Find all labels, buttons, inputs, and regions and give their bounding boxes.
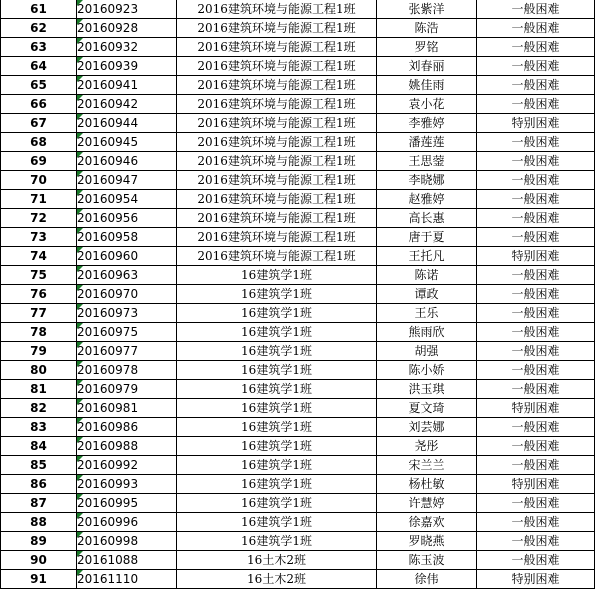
row-index-cell[interactable]: 76 bbox=[1, 285, 77, 304]
student-name-cell[interactable]: 陈诺 bbox=[377, 266, 477, 285]
cell-error-marker-icon bbox=[77, 532, 83, 538]
difficulty-level-cell[interactable]: 一般困难 bbox=[477, 456, 595, 475]
class-cell[interactable]: 16建筑学1班 bbox=[177, 475, 377, 494]
table-row bbox=[1, 171, 595, 190]
student-name-cell[interactable]: 徐伟 bbox=[377, 570, 477, 589]
student-name-cell[interactable]: 夏文琦 bbox=[377, 399, 477, 418]
difficulty-level-cell[interactable]: 一般困难 bbox=[477, 361, 595, 380]
cell-error-marker-icon bbox=[77, 190, 83, 196]
student-id-text: 20160963 bbox=[77, 268, 139, 282]
difficulty-level-cell[interactable]: 一般困难 bbox=[477, 494, 595, 513]
table-row bbox=[1, 513, 595, 532]
student-id-cell[interactable] bbox=[77, 475, 177, 494]
student-id-cell[interactable] bbox=[77, 19, 177, 38]
table-row bbox=[1, 266, 595, 285]
row-index-cell[interactable]: 72 bbox=[1, 209, 77, 228]
student-name-cell[interactable]: 罗铭 bbox=[377, 38, 477, 57]
table-row bbox=[1, 494, 595, 513]
cell-error-marker-icon bbox=[77, 228, 83, 234]
row-index-cell[interactable]: 73 bbox=[1, 228, 77, 247]
difficulty-level-cell[interactable]: 一般困难 bbox=[477, 266, 595, 285]
cell-error-marker-icon bbox=[77, 456, 83, 462]
cell-error-marker-icon bbox=[77, 114, 83, 120]
student-id-cell[interactable] bbox=[77, 380, 177, 399]
student-name-cell[interactable]: 唐于夏 bbox=[377, 228, 477, 247]
class-cell[interactable]: 2016建筑环境与能源工程1班 bbox=[177, 114, 377, 133]
class-cell[interactable]: 16建筑学1班 bbox=[177, 285, 377, 304]
student-name-cell[interactable]: 袁小花 bbox=[377, 95, 477, 114]
class-cell[interactable]: 16建筑学1班 bbox=[177, 513, 377, 532]
student-id-text: 20160986 bbox=[77, 420, 139, 434]
difficulty-level-cell[interactable]: 一般困难 bbox=[477, 513, 595, 532]
cell-error-marker-icon bbox=[77, 38, 83, 44]
table-row bbox=[1, 285, 595, 304]
student-id-cell[interactable] bbox=[77, 57, 177, 76]
table-row bbox=[1, 551, 595, 570]
student-id-text: 20160977 bbox=[77, 344, 139, 358]
student-id-text: 20160960 bbox=[77, 249, 139, 263]
difficulty-level-cell[interactable]: 一般困难 bbox=[477, 380, 595, 399]
row-index-cell[interactable]: 80 bbox=[1, 361, 77, 380]
cell-error-marker-icon bbox=[77, 247, 83, 253]
table-row bbox=[1, 247, 595, 266]
difficulty-level-cell[interactable]: 一般困难 bbox=[477, 342, 595, 361]
table-row bbox=[1, 418, 595, 437]
class-cell[interactable]: 16土木2班 bbox=[177, 570, 377, 589]
cell-error-marker-icon bbox=[77, 361, 83, 367]
cell-error-marker-icon bbox=[77, 209, 83, 215]
class-cell[interactable]: 2016建筑环境与能源工程1班 bbox=[177, 38, 377, 57]
table-row bbox=[1, 361, 595, 380]
student-id-cell[interactable] bbox=[77, 399, 177, 418]
student-id-cell[interactable] bbox=[77, 551, 177, 570]
table-row bbox=[1, 475, 595, 494]
difficulty-level-cell[interactable]: 一般困难 bbox=[477, 285, 595, 304]
student-name-cell[interactable]: 高长惠 bbox=[377, 209, 477, 228]
row-index-cell[interactable]: 84 bbox=[1, 437, 77, 456]
cell-error-marker-icon bbox=[77, 323, 83, 329]
class-cell[interactable]: 2016建筑环境与能源工程1班 bbox=[177, 152, 377, 171]
student-id-cell[interactable] bbox=[77, 0, 177, 19]
row-index-cell[interactable]: 78 bbox=[1, 323, 77, 342]
row-index-cell[interactable]: 74 bbox=[1, 247, 77, 266]
student-id-text: 20160947 bbox=[77, 173, 139, 187]
student-name-cell[interactable]: 刘春丽 bbox=[377, 57, 477, 76]
student-id-text: 20160995 bbox=[77, 496, 139, 510]
cell-error-marker-icon bbox=[77, 475, 83, 481]
difficulty-level-cell[interactable]: 一般困难 bbox=[477, 437, 595, 456]
class-cell[interactable]: 16土木2班 bbox=[177, 551, 377, 570]
student-id-text: 20160941 bbox=[77, 78, 139, 92]
row-index-cell[interactable]: 79 bbox=[1, 342, 77, 361]
student-name-cell[interactable]: 张紫洋 bbox=[377, 0, 477, 19]
cell-error-marker-icon bbox=[77, 133, 83, 139]
student-id-cell[interactable] bbox=[77, 285, 177, 304]
class-cell[interactable]: 2016建筑环境与能源工程1班 bbox=[177, 247, 377, 266]
class-cell[interactable]: 2016建筑环境与能源工程1班 bbox=[177, 209, 377, 228]
row-index-cell[interactable]: 86 bbox=[1, 475, 77, 494]
difficulty-level-cell[interactable]: 一般困难 bbox=[477, 209, 595, 228]
student-id-cell[interactable] bbox=[77, 323, 177, 342]
class-cell[interactable]: 16建筑学1班 bbox=[177, 494, 377, 513]
student-id-cell[interactable] bbox=[77, 133, 177, 152]
student-id-text: 20161110 bbox=[77, 572, 139, 586]
difficulty-level-cell[interactable]: 一般困难 bbox=[477, 171, 595, 190]
table-row bbox=[1, 95, 595, 114]
cell-error-marker-icon bbox=[77, 342, 83, 348]
row-index-cell[interactable]: 83 bbox=[1, 418, 77, 437]
student-name-cell[interactable]: 姚佳雨 bbox=[377, 76, 477, 95]
table-row bbox=[1, 76, 595, 95]
difficulty-level-cell[interactable]: 一般困难 bbox=[477, 0, 595, 19]
row-index-cell[interactable]: 91 bbox=[1, 570, 77, 589]
student-id-cell[interactable] bbox=[77, 418, 177, 437]
difficulty-level-cell[interactable]: 一般困难 bbox=[477, 38, 595, 57]
difficulty-level-cell[interactable]: 一般困难 bbox=[477, 304, 595, 323]
class-cell[interactable]: 2016建筑环境与能源工程1班 bbox=[177, 190, 377, 209]
row-index-cell[interactable]: 62 bbox=[1, 19, 77, 38]
table-body bbox=[1, 0, 595, 589]
class-cell[interactable]: 2016建筑环境与能源工程1班 bbox=[177, 19, 377, 38]
difficulty-level-cell[interactable]: 一般困难 bbox=[477, 532, 595, 551]
table-row bbox=[1, 399, 595, 418]
cell-error-marker-icon bbox=[77, 171, 83, 177]
student-id-text: 20160981 bbox=[77, 401, 139, 415]
student-id-cell[interactable] bbox=[77, 361, 177, 380]
student-name-cell[interactable]: 杨杜敏 bbox=[377, 475, 477, 494]
student-id-text: 20160923 bbox=[77, 2, 139, 16]
cell-error-marker-icon bbox=[77, 76, 83, 82]
difficulty-level-cell[interactable]: 一般困难 bbox=[477, 19, 595, 38]
student-name-cell[interactable]: 王乐 bbox=[377, 304, 477, 323]
row-index-cell[interactable]: 67 bbox=[1, 114, 77, 133]
table-row bbox=[1, 304, 595, 323]
student-id-cell[interactable] bbox=[77, 114, 177, 133]
row-index-cell[interactable]: 82 bbox=[1, 399, 77, 418]
student-name-cell[interactable]: 潘莲莲 bbox=[377, 133, 477, 152]
cell-error-marker-icon bbox=[77, 152, 83, 158]
student-name-cell[interactable]: 许慧婷 bbox=[377, 494, 477, 513]
student-id-cell[interactable] bbox=[77, 228, 177, 247]
student-name-cell[interactable]: 陈玉波 bbox=[377, 551, 477, 570]
student-id-cell[interactable] bbox=[77, 76, 177, 95]
row-index-cell[interactable]: 66 bbox=[1, 95, 77, 114]
student-id-text: 20160975 bbox=[77, 325, 139, 339]
class-cell[interactable]: 16建筑学1班 bbox=[177, 342, 377, 361]
difficulty-level-cell[interactable]: 特别困难 bbox=[477, 114, 595, 133]
student-name-cell[interactable]: 谭政 bbox=[377, 285, 477, 304]
row-index-cell[interactable]: 70 bbox=[1, 171, 77, 190]
difficulty-level-cell[interactable]: 特别困难 bbox=[477, 399, 595, 418]
row-index-cell[interactable]: 81 bbox=[1, 380, 77, 399]
difficulty-level-cell[interactable]: 特别困难 bbox=[477, 475, 595, 494]
student-name-cell[interactable]: 尧彤 bbox=[377, 437, 477, 456]
table-row bbox=[1, 152, 595, 171]
student-id-cell[interactable] bbox=[77, 247, 177, 266]
student-id-cell[interactable] bbox=[77, 152, 177, 171]
student-id-text: 20160944 bbox=[77, 116, 139, 130]
difficulty-level-cell[interactable]: 一般困难 bbox=[477, 323, 595, 342]
table-row bbox=[1, 57, 595, 76]
student-id-cell[interactable] bbox=[77, 266, 177, 285]
table-row bbox=[1, 38, 595, 57]
cell-error-marker-icon bbox=[77, 418, 83, 424]
cell-error-marker-icon bbox=[77, 95, 83, 101]
student-id-cell[interactable] bbox=[77, 494, 177, 513]
student-id-text: 20160958 bbox=[77, 230, 139, 244]
table-row bbox=[1, 456, 595, 475]
student-name-cell[interactable]: 徐嘉欢 bbox=[377, 513, 477, 532]
row-index-cell[interactable]: 88 bbox=[1, 513, 77, 532]
student-name-cell[interactable]: 李雅婷 bbox=[377, 114, 477, 133]
student-id-text: 20160988 bbox=[77, 439, 139, 453]
table-row bbox=[1, 342, 595, 361]
student-id-cell[interactable] bbox=[77, 38, 177, 57]
table-row bbox=[1, 114, 595, 133]
student-id-text: 20160992 bbox=[77, 458, 139, 472]
cell-error-marker-icon bbox=[77, 570, 83, 576]
class-cell[interactable]: 2016建筑环境与能源工程1班 bbox=[177, 95, 377, 114]
student-id-text: 20160945 bbox=[77, 135, 139, 149]
student-id-cell[interactable] bbox=[77, 532, 177, 551]
student-id-text: 20160954 bbox=[77, 192, 139, 206]
student-name-cell[interactable]: 赵雅婷 bbox=[377, 190, 477, 209]
class-cell[interactable]: 2016建筑环境与能源工程1班 bbox=[177, 0, 377, 19]
student-id-text: 20161088 bbox=[77, 553, 139, 567]
difficulty-level-cell[interactable]: 一般困难 bbox=[477, 76, 595, 95]
class-cell[interactable]: 2016建筑环境与能源工程1班 bbox=[177, 133, 377, 152]
row-index-cell[interactable]: 87 bbox=[1, 494, 77, 513]
difficulty-level-cell[interactable]: 特别困难 bbox=[477, 247, 595, 266]
difficulty-level-cell[interactable]: 一般困难 bbox=[477, 152, 595, 171]
student-id-cell[interactable] bbox=[77, 209, 177, 228]
table-row bbox=[1, 0, 595, 19]
difficulty-level-cell[interactable]: 一般困难 bbox=[477, 133, 595, 152]
cell-error-marker-icon bbox=[77, 304, 83, 310]
table-row bbox=[1, 209, 595, 228]
student-id-cell[interactable] bbox=[77, 570, 177, 589]
student-name-cell[interactable]: 洪玉琪 bbox=[377, 380, 477, 399]
cell-error-marker-icon bbox=[77, 266, 83, 272]
table-row bbox=[1, 570, 595, 589]
student-name-cell[interactable]: 李晓娜 bbox=[377, 171, 477, 190]
student-id-text: 20160939 bbox=[77, 59, 139, 73]
row-index-cell[interactable]: 90 bbox=[1, 551, 77, 570]
cell-error-marker-icon bbox=[77, 399, 83, 405]
class-cell[interactable]: 16建筑学1班 bbox=[177, 266, 377, 285]
difficulty-level-cell[interactable]: 一般困难 bbox=[477, 418, 595, 437]
student-id-text: 20160928 bbox=[77, 21, 139, 35]
student-name-cell[interactable]: 罗晓燕 bbox=[377, 532, 477, 551]
table-row bbox=[1, 323, 595, 342]
class-cell[interactable]: 16建筑学1班 bbox=[177, 399, 377, 418]
student-name-cell[interactable]: 胡强 bbox=[377, 342, 477, 361]
table-row bbox=[1, 437, 595, 456]
student-name-cell[interactable]: 熊雨欣 bbox=[377, 323, 477, 342]
class-cell[interactable]: 16建筑学1班 bbox=[177, 304, 377, 323]
difficulty-level-cell[interactable]: 一般困难 bbox=[477, 190, 595, 209]
student-id-text: 20160978 bbox=[77, 363, 139, 377]
class-cell[interactable]: 16建筑学1班 bbox=[177, 380, 377, 399]
student-id-cell[interactable] bbox=[77, 95, 177, 114]
student-id-cell[interactable] bbox=[77, 171, 177, 190]
student-id-cell[interactable] bbox=[77, 456, 177, 475]
table-row bbox=[1, 190, 595, 209]
class-cell[interactable]: 2016建筑环境与能源工程1班 bbox=[177, 57, 377, 76]
cell-error-marker-icon bbox=[77, 513, 83, 519]
student-id-cell[interactable] bbox=[77, 513, 177, 532]
cell-error-marker-icon bbox=[77, 19, 83, 25]
table-row bbox=[1, 532, 595, 551]
cell-error-marker-icon bbox=[77, 380, 83, 386]
class-cell[interactable]: 2016建筑环境与能源工程1班 bbox=[177, 228, 377, 247]
cell-error-marker-icon bbox=[77, 0, 83, 6]
row-index-cell[interactable]: 65 bbox=[1, 76, 77, 95]
class-cell[interactable]: 16建筑学1班 bbox=[177, 323, 377, 342]
class-cell[interactable]: 16建筑学1班 bbox=[177, 418, 377, 437]
student-name-cell[interactable]: 王托凡 bbox=[377, 247, 477, 266]
difficulty-level-cell[interactable]: 一般困难 bbox=[477, 95, 595, 114]
class-cell[interactable]: 16建筑学1班 bbox=[177, 361, 377, 380]
row-index-cell[interactable]: 75 bbox=[1, 266, 77, 285]
student-id-text: 20160998 bbox=[77, 534, 139, 548]
student-id-text: 20160979 bbox=[77, 382, 139, 396]
class-cell[interactable]: 2016建筑环境与能源工程1班 bbox=[177, 171, 377, 190]
student-id-cell[interactable] bbox=[77, 342, 177, 361]
student-name-cell[interactable]: 刘芸娜 bbox=[377, 418, 477, 437]
row-index-cell[interactable]: 64 bbox=[1, 57, 77, 76]
cell-error-marker-icon bbox=[77, 551, 83, 557]
student-id-cell[interactable] bbox=[77, 190, 177, 209]
row-index-cell[interactable]: 89 bbox=[1, 532, 77, 551]
student-id-text: 20160993 bbox=[77, 477, 139, 491]
row-index-cell[interactable]: 63 bbox=[1, 38, 77, 57]
student-id-text: 20160973 bbox=[77, 306, 139, 320]
student-id-text: 20160956 bbox=[77, 211, 139, 225]
table-row bbox=[1, 380, 595, 399]
student-id-text: 20160942 bbox=[77, 97, 139, 111]
student-name-cell[interactable]: 宋兰兰 bbox=[377, 456, 477, 475]
class-cell[interactable]: 2016建筑环境与能源工程1班 bbox=[177, 76, 377, 95]
student-name-cell[interactable]: 陈小娇 bbox=[377, 361, 477, 380]
row-index-cell[interactable]: 85 bbox=[1, 456, 77, 475]
student-id-text: 20160946 bbox=[77, 154, 139, 168]
student-name-cell[interactable]: 王思蓥 bbox=[377, 152, 477, 171]
row-index-cell[interactable]: 77 bbox=[1, 304, 77, 323]
student-name-cell[interactable]: 陈浩 bbox=[377, 19, 477, 38]
cell-error-marker-icon bbox=[77, 494, 83, 500]
student-id-text: 20160996 bbox=[77, 515, 139, 529]
class-cell[interactable]: 16建筑学1班 bbox=[177, 456, 377, 475]
student-id-text: 20160970 bbox=[77, 287, 139, 301]
cell-error-marker-icon bbox=[77, 437, 83, 443]
cell-error-marker-icon bbox=[77, 57, 83, 63]
row-index-cell[interactable]: 61 bbox=[1, 0, 77, 19]
student-id-text: 20160932 bbox=[77, 40, 139, 54]
student-id-cell[interactable] bbox=[77, 304, 177, 323]
student-id-cell[interactable] bbox=[77, 437, 177, 456]
class-cell[interactable]: 16建筑学1班 bbox=[177, 437, 377, 456]
difficulty-level-cell[interactable]: 特别困难 bbox=[477, 570, 595, 589]
table-row bbox=[1, 228, 595, 247]
table-row bbox=[1, 133, 595, 152]
class-cell[interactable]: 16建筑学1班 bbox=[177, 532, 377, 551]
difficulty-level-cell[interactable]: 一般困难 bbox=[477, 228, 595, 247]
difficulty-level-cell[interactable]: 一般困难 bbox=[477, 57, 595, 76]
table-row bbox=[1, 19, 595, 38]
row-index-cell[interactable]: 68 bbox=[1, 133, 77, 152]
row-index-cell[interactable]: 71 bbox=[1, 190, 77, 209]
cell-error-marker-icon bbox=[77, 285, 83, 291]
difficulty-level-cell[interactable]: 一般困难 bbox=[477, 551, 595, 570]
row-index-cell[interactable]: 69 bbox=[1, 152, 77, 171]
